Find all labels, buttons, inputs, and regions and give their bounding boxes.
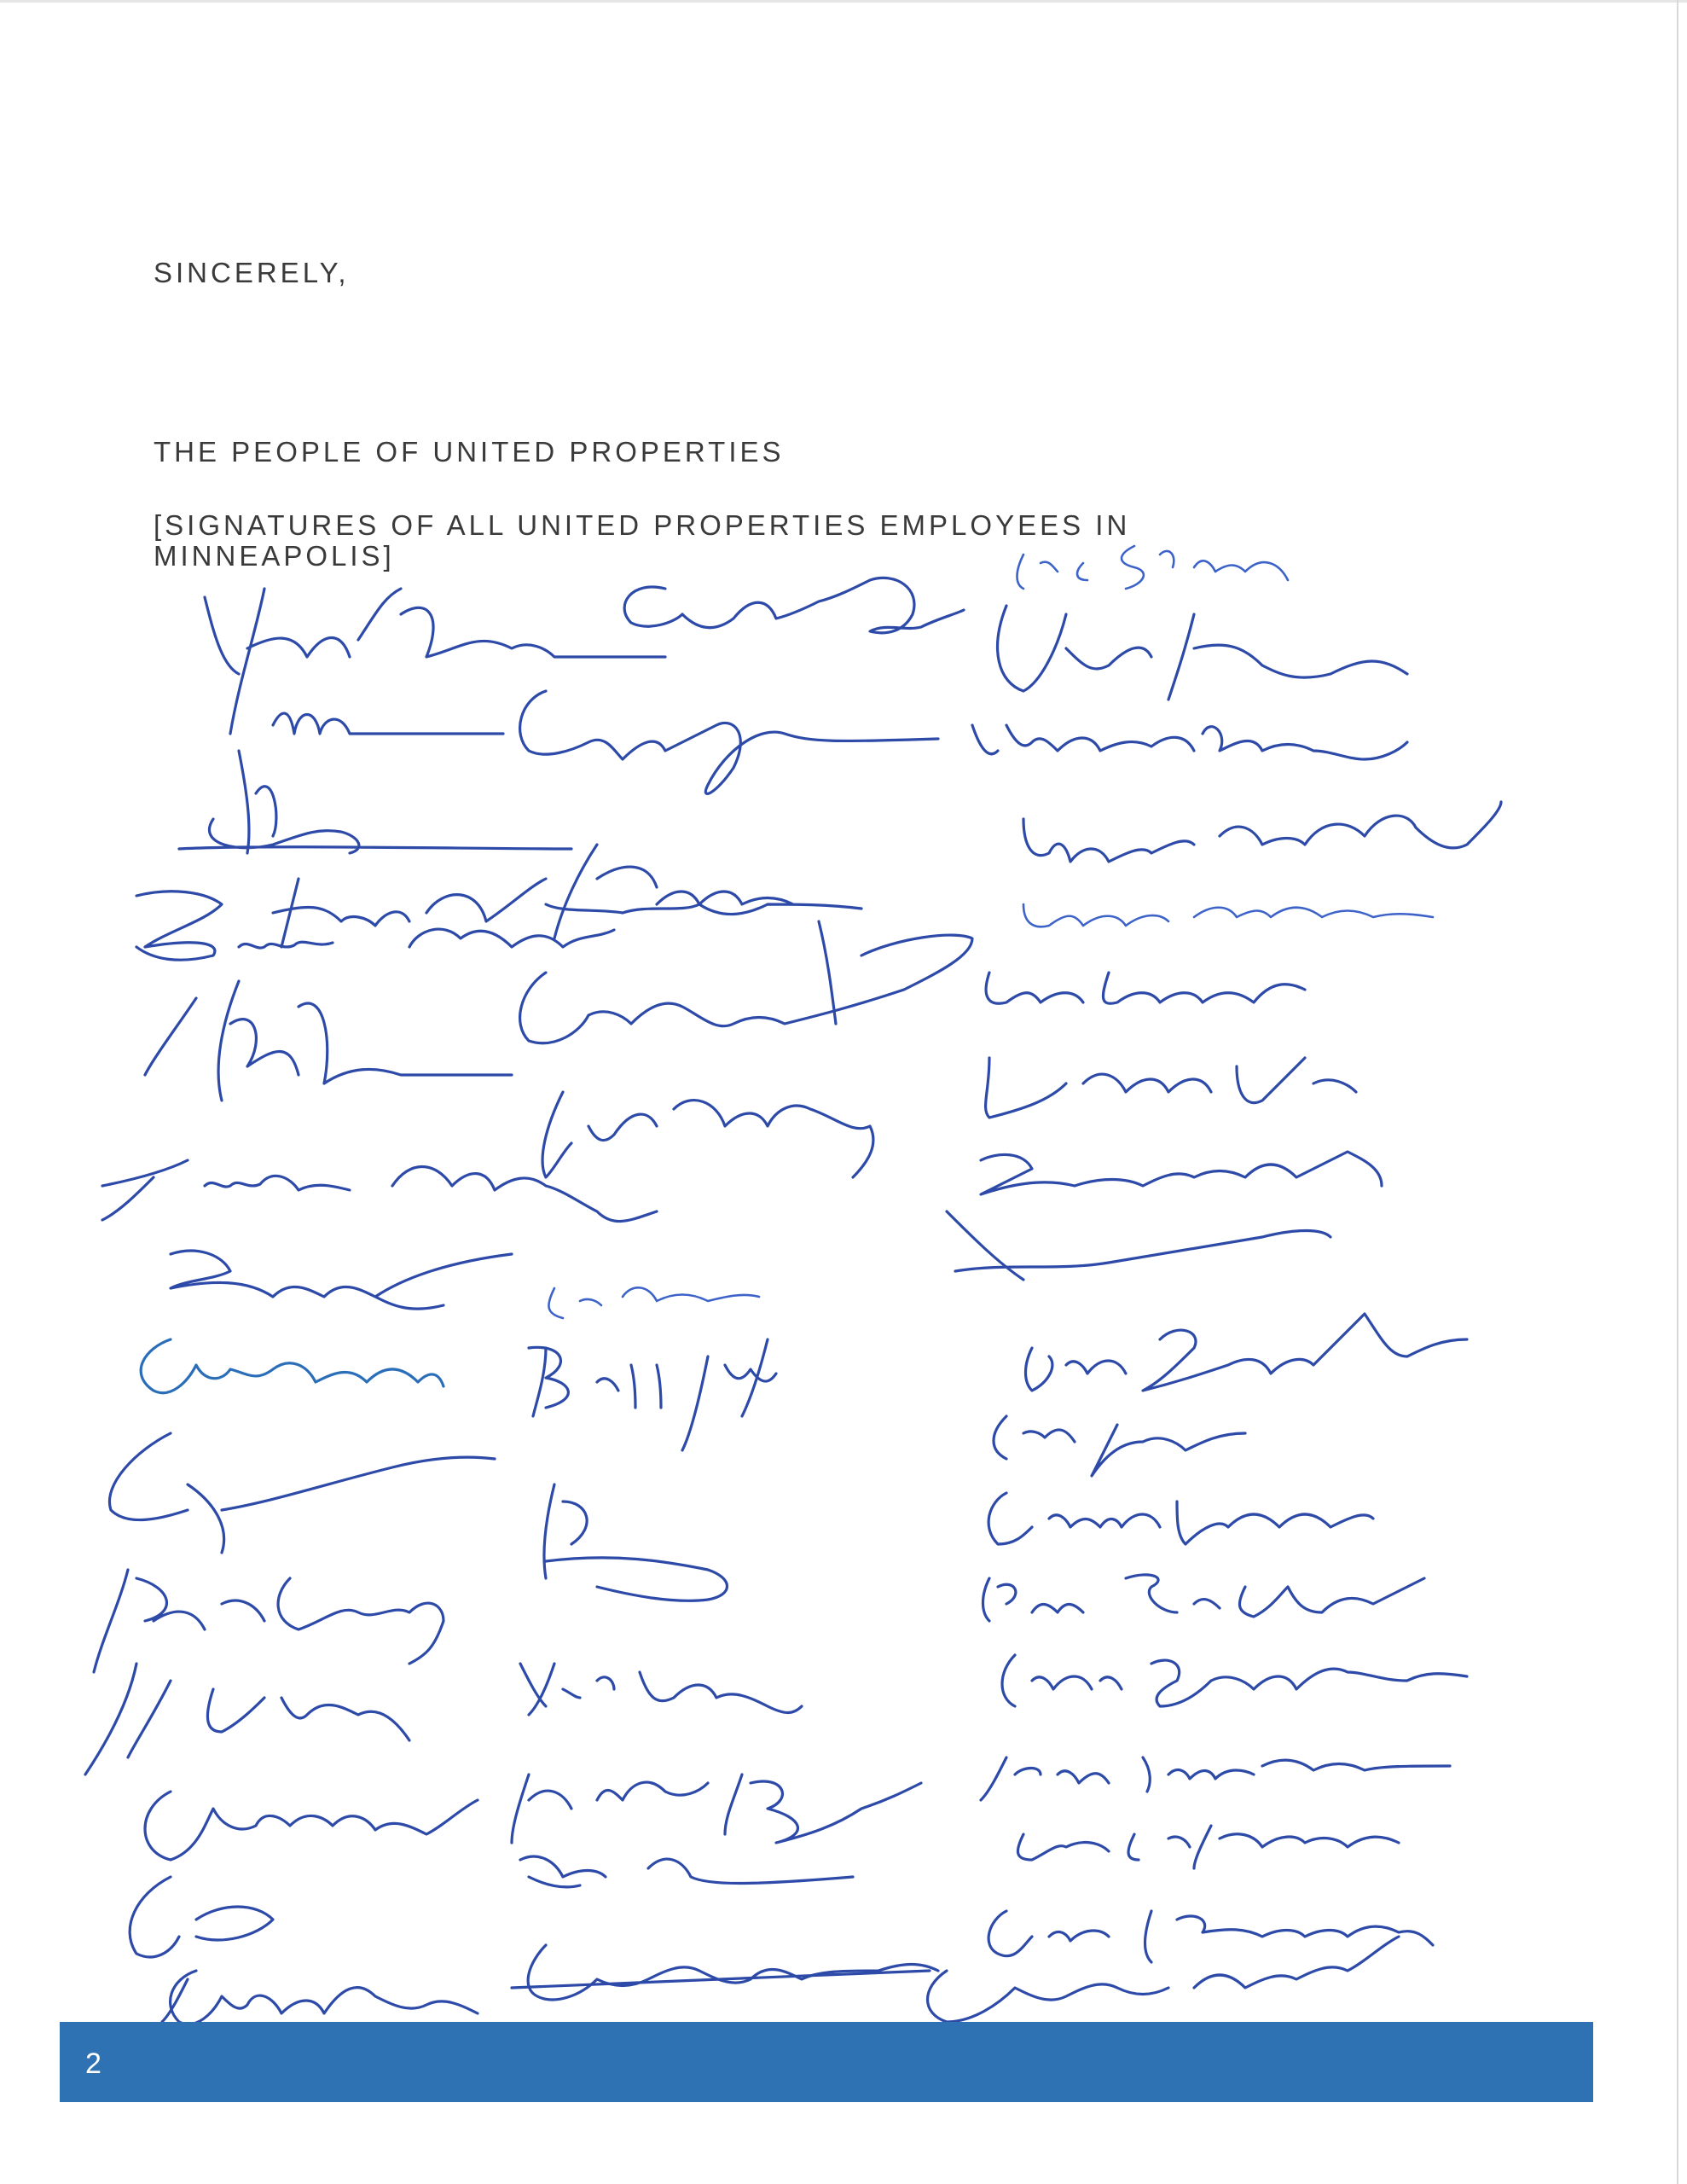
- signature-9: [141, 1339, 443, 1393]
- signature-37: [1026, 1314, 1468, 1391]
- signature-19: [520, 921, 972, 1043]
- signature-26: [520, 1856, 853, 1887]
- signature-27: [512, 1945, 938, 2000]
- signature-13: [145, 1792, 478, 1860]
- signature-7: [102, 1160, 657, 1222]
- signature-12: [85, 1664, 409, 1774]
- signature-34: [986, 1058, 1356, 1118]
- signature-10: [109, 1433, 495, 1553]
- signature-17: [520, 691, 938, 793]
- signature-36: [947, 1211, 1330, 1280]
- signature-38: [994, 1416, 1245, 1476]
- signature-3: [179, 751, 571, 853]
- signature-note-line2: MINNEAPOLIS]: [154, 540, 395, 572]
- signature-31: [1023, 802, 1501, 862]
- signature-39: [988, 1493, 1373, 1544]
- signature-2: [273, 713, 503, 734]
- signature-20: [542, 1092, 873, 1177]
- signature-41: [1002, 1655, 1467, 1706]
- signature-33: [986, 973, 1305, 1003]
- signature-note-line1: [SIGNATURES OF ALL UNITED PROPERTIES EMPLOYEES IN: [154, 509, 1131, 541]
- sender-line: THE PEOPLE OF UNITED PROPERTIES: [154, 436, 785, 468]
- footer-bar: [60, 2022, 1593, 2102]
- signature-4: [273, 879, 861, 947]
- signature-23: [544, 1484, 727, 1600]
- signature-8: [171, 1251, 512, 1309]
- signature-22: [529, 1339, 776, 1450]
- signature-42: [981, 1757, 1450, 1800]
- closing-line: SINCERELY,: [154, 257, 350, 288]
- signature-45: [928, 1937, 1400, 2022]
- signature-1: [205, 589, 665, 734]
- signature-18: [554, 845, 793, 938]
- signature-32: [1023, 904, 1433, 926]
- signature-25: [512, 1774, 921, 1843]
- signature-40: [983, 1575, 1425, 1621]
- signature-15: [171, 1971, 478, 2024]
- signature-35: [981, 1152, 1382, 1194]
- signature-16: [624, 578, 964, 632]
- signature-28: [1017, 546, 1289, 589]
- signature-24: [520, 1664, 802, 1715]
- signature-29: [998, 606, 1407, 700]
- signature-30: [972, 725, 1407, 759]
- signature-11: [94, 1570, 443, 1672]
- signature-44: [988, 1911, 1433, 1962]
- signature-21: [548, 1287, 759, 1318]
- signature-43: [1017, 1826, 1399, 1868]
- signature-6: [145, 981, 512, 1101]
- page-number: 2: [85, 2048, 101, 2080]
